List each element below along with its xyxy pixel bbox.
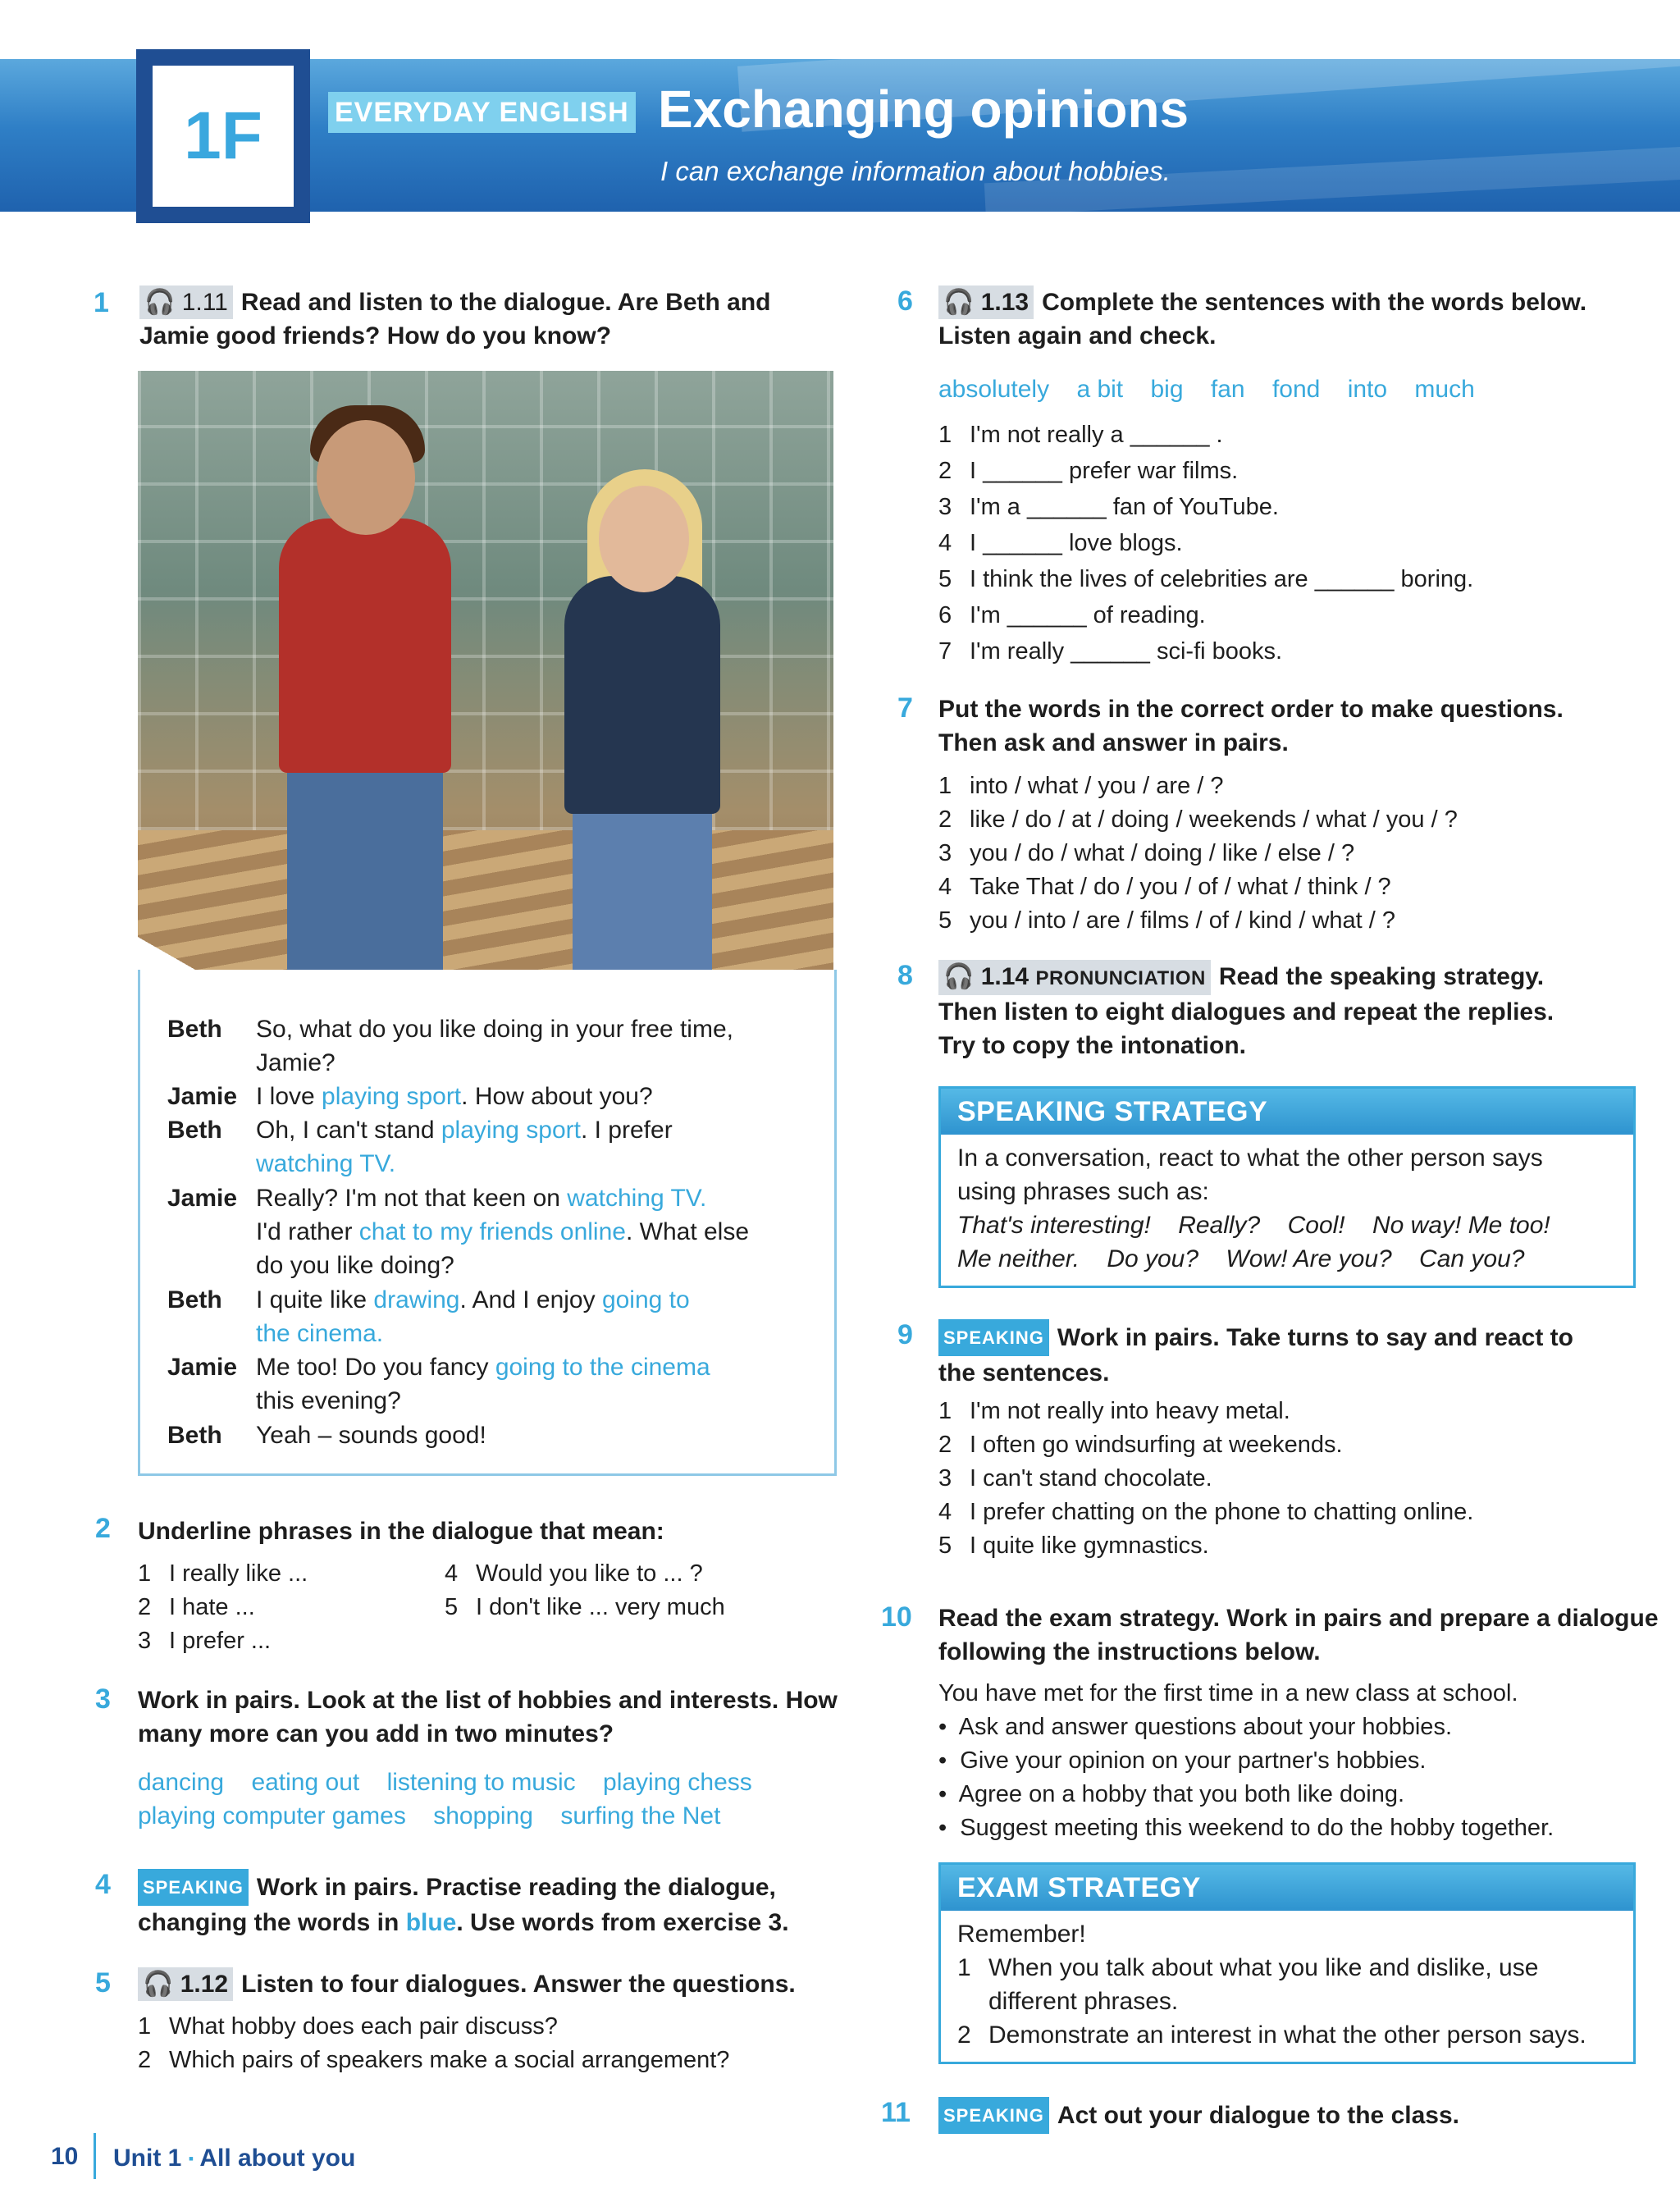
exercise-number: 1 bbox=[94, 287, 109, 318]
exercise-number: 11 bbox=[881, 2097, 911, 2128]
dialogue: Beth So, what do you like doing in your free time, Jamie? Jamie I love playing sport. How about you? Beth Oh, I can't stand playing sport. I prefer watching TV. Jamie Really? I'm not that keen on watching TV. I'd rather chat to my friends online. What else do you like doing? Beth I quite like drawing. And I enjoy going to the cinema. Jamie Me too! Do you fancy going to the cinema this evening? Beth Yeah – sounds good! bbox=[167, 1016, 750, 1449]
exercise-8-instruction: 🎧 1.14 PRONUNCIATION Read the speaking strategy. Then listen to eight dialogues and repeat the replies. Try to copy the intonation. bbox=[938, 960, 1660, 1062]
exercise-4-instruction: SPEAKING Work in pairs. Practise reading the dialogue, changing the words in blue. Use words from exercise 3. bbox=[138, 1869, 843, 1939]
exercise-2-list-left: 1 I really like ... 2 I hate ... 3 I prefer ... bbox=[138, 1560, 308, 1654]
footer-divider bbox=[94, 2133, 96, 2179]
page-title: Exchanging opinions bbox=[658, 80, 1189, 139]
speaking-tag: SPEAKING bbox=[138, 1869, 249, 1906]
audio-track-icon[interactable]: 🎧 1.13 bbox=[938, 286, 1034, 319]
exercise-10-brief: You have met for the first time in a new class at school. • Ask and answer questions about your hobbies. • Give your opinion on your partner's hobbies. • Agree on a hobby that you both like doing. • Suggest meeting this weekend to do the hobby together. bbox=[938, 1680, 1554, 1841]
exercise-9-instruction: SPEAKING Work in pairs. Take turns to say and react to the sentences. bbox=[938, 1319, 1644, 1390]
exercise-number: 10 bbox=[881, 1601, 912, 1633]
exercise-11-instruction: SPEAKING Act out your dialogue to the class. bbox=[938, 2097, 1644, 2134]
exercise-7-instruction: Put the words in the correct order to make questions. Then ask and answer in pairs. bbox=[938, 696, 1564, 756]
audio-track-icon[interactable]: 🎧 1.14 PRONUNCIATION bbox=[938, 960, 1211, 995]
audio-track-icon[interactable]: 🎧 1.11 bbox=[139, 286, 233, 319]
exercise-1-instruction: 🎧 1.11 Read and listen to the dialogue. Are Beth and Jamie good friends? How do you know? bbox=[139, 286, 829, 353]
section-label: EVERYDAY ENGLISH bbox=[328, 92, 636, 133]
hobby-list: dancing eating out listening to music playing chess playing computer games shopping surfing the Net bbox=[138, 1769, 752, 1830]
exercise-number: 8 bbox=[897, 960, 913, 991]
exercise-number: 7 bbox=[897, 692, 913, 724]
word-bank: absolutely a bit big fan fond into much bbox=[938, 376, 1475, 403]
exam-strategy-box: EXAM STRATEGY Remember! 1 When you talk about what you like and dislike, use different phrases. 2 Demonstrate an interest in what the other person says. bbox=[938, 1862, 1636, 2064]
exercise-number: 9 bbox=[897, 1319, 913, 1350]
exercise-2-list-right: 4 Would you like to ... ? 5 I don't like ... very much bbox=[445, 1560, 725, 1620]
exercise-10-instruction: Read the exam strategy. Work in pairs and prepare a dialogue following the instructions below. bbox=[938, 1605, 1659, 1665]
exercise-number: 4 bbox=[95, 1869, 111, 1900]
speaking-strategy-box: SPEAKING STRATEGY In a conversation, react to what the other person says using phrases such as: That's interesting! Really? Cool! No way! Me too! Me neither. Do you? Wow! Are you? Can you? bbox=[938, 1086, 1636, 1288]
exercise-number: 2 bbox=[95, 1513, 111, 1544]
page-number: 10 bbox=[51, 2143, 79, 2170]
speaking-tag: SPEAKING bbox=[938, 1319, 1049, 1356]
speaking-tag: SPEAKING bbox=[938, 2097, 1049, 2134]
exercise-2-instruction: Underline phrases in the dialogue that mean: bbox=[138, 1518, 664, 1545]
exercise-9-list: 1 I'm not really into heavy metal. 2 I often go windsurfing at weekends. 3 I can't stand chocolate. 4 I prefer chatting on the phone to chatting online. 5 I quite like gymnastics. bbox=[938, 1398, 1474, 1559]
exam-strategy-title: EXAM STRATEGY bbox=[941, 1865, 1633, 1911]
audio-track-icon[interactable]: 🎧 1.12 bbox=[138, 1967, 233, 2001]
page-subtitle: I can exchange information about hobbies. bbox=[660, 156, 1171, 186]
exercise-7-list: 1 into / what / you / are / ? 2 like / do / at / doing / weekends / what / you / ? 3 you / do / what / doing / like / else / ? 4 Take That / do / you / of / what / think / ? 5 you / into / are / films / of / kind / what / ? bbox=[938, 773, 1458, 934]
unit-code-box bbox=[136, 49, 310, 223]
exercise-number: 3 bbox=[95, 1683, 111, 1715]
speaking-strategy-title: SPEAKING STRATEGY bbox=[941, 1089, 1633, 1135]
footer-unit: Unit 1 ▪ All about you bbox=[113, 2145, 356, 2172]
exercise-number: 5 bbox=[95, 1967, 111, 1999]
exercise-6-instruction: 🎧 1.13 Complete the sentences with the words below. Listen again and check. bbox=[938, 286, 1644, 353]
unit-code: 1F bbox=[153, 66, 294, 207]
exercise-5-list: 1 What hobby does each pair discuss? 2 Which pairs of speakers make a social arrangement? bbox=[138, 2013, 730, 2073]
photo-beth-and-jamie bbox=[138, 371, 833, 999]
exercise-6-list: 1 I'm not really a ______ . 2 I ______ prefer war films. 3 I'm a ______ fan of YouTube. 4 I ______ love blogs. 5 I think the lives of celebrities are ______ boring. 6 I'm ______ of reading. 7 I'm really ______ sci-fi books. bbox=[938, 422, 1474, 665]
exercise-number: 6 bbox=[897, 286, 913, 317]
exercise-5-instruction: 🎧 1.12 Listen to four dialogues. Answer the questions. bbox=[138, 1967, 843, 2001]
exercise-3-instruction: Work in pairs. Look at the list of hobbies and interests. How many more can you add in two minutes? bbox=[138, 1687, 838, 1747]
